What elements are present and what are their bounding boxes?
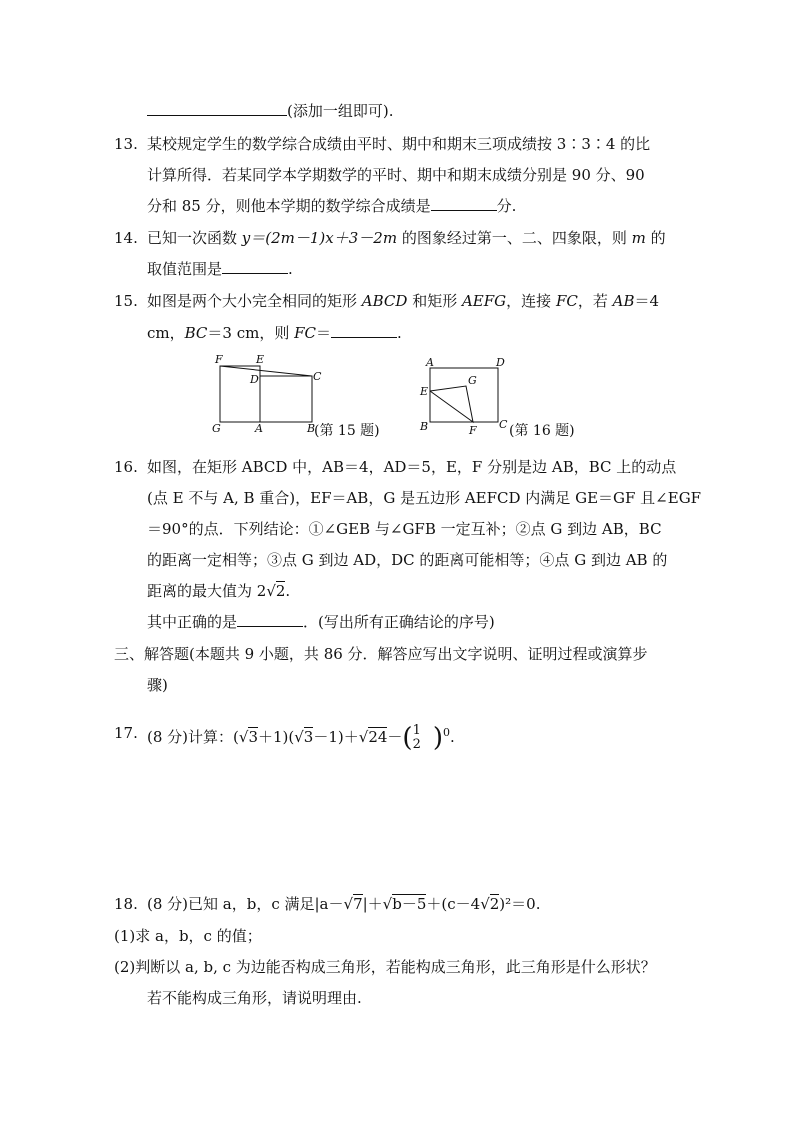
fraction-one-half: 1 2 bbox=[412, 723, 421, 752]
q13-line-2: 计算所得．若某同学本学期数学的平时、期中和期末成绩分别是 90 分、90 bbox=[147, 166, 645, 184]
answer-blank[interactable] bbox=[147, 101, 287, 116]
q15-line-2: cm，BC＝3 cm，则 FC＝ . bbox=[147, 324, 402, 342]
q13-line-1: 某校规定学生的数学综合成绩由平时、期中和期末三项成绩按 3∶3∶4 的比 bbox=[147, 135, 651, 153]
label-f: F bbox=[469, 424, 477, 437]
q12-tail-line bbox=[147, 100, 393, 122]
answer-blank[interactable] bbox=[331, 323, 397, 338]
label-c: C bbox=[499, 418, 508, 431]
answer-blank[interactable] bbox=[431, 196, 497, 211]
figure-15-caption: (第 15 题) bbox=[314, 423, 380, 439]
q18-condition: (8 分)已知 a，b，c 满足|a－√7|＋√b－5＋(c－4√2)²＝0. bbox=[147, 895, 541, 913]
figure-16 bbox=[418, 354, 518, 439]
q14-line-1: 已知一次函数 y＝(2m－1)x＋3－2m 的图象经过第一、二、四象限，则 m 的 bbox=[147, 229, 666, 247]
section-3-heading: 三、解答题(本题共 9 小题，共 86 分．解答应写出文字说明、证明过程或演算步 bbox=[114, 645, 648, 663]
label-g: G bbox=[468, 374, 477, 387]
q17-expression: (8 分)计算：(√3＋1)(√3－1)＋√24－( 1 2 )$^0$. bbox=[147, 723, 455, 753]
q16-line-5: 距离的最大值为 2√2. bbox=[147, 582, 291, 600]
label-e: E bbox=[256, 353, 265, 366]
q18-part-2-cont: 若不能构成三角形，请说明理由. bbox=[147, 989, 362, 1007]
label-a: A bbox=[255, 422, 263, 435]
q14-number: 14. bbox=[114, 229, 138, 247]
label-a: A bbox=[426, 356, 434, 369]
label-d: D bbox=[250, 373, 259, 386]
q16-line-1: 如图，在矩形 ABCD 中，AB＝4，AD＝5，E，F 分别是边 AB，BC 上的动点 bbox=[147, 458, 677, 476]
label-c: C bbox=[313, 370, 322, 383]
q18-number: 18. bbox=[114, 895, 138, 913]
q15-line-1: 如图是两个大小完全相同的矩形 ABCD 和矩形 AEFG，连接 FC，若 AB＝4 bbox=[147, 292, 660, 310]
q12-tail: (添加一组即可). bbox=[287, 102, 394, 120]
q13-line-3: 分和 85 分，则他本学期的数学综合成绩是 分. bbox=[147, 197, 517, 215]
q16-line-3: ＝90°的点．下列结论：①∠GEB 与∠GFB 一定互补；②点 G 到边 AB，BC bbox=[147, 520, 662, 538]
q16-number: 16. bbox=[114, 458, 138, 476]
label-d: D bbox=[496, 356, 505, 369]
label-b: B bbox=[420, 420, 429, 433]
q13-number: 13. bbox=[114, 135, 138, 153]
section-3-heading-cont: 骤) bbox=[147, 676, 168, 694]
label-e: E bbox=[420, 385, 429, 398]
linear-function: y＝(2m－1)x＋3－2m bbox=[241, 229, 398, 247]
figure-16-caption: (第 16 题) bbox=[509, 423, 575, 439]
q16-line-4: 的距离一定相等；③点 G 到边 AD，DC 的距离可能相等；④点 G 到边 AB 的 bbox=[147, 551, 668, 569]
q18-part-1: (1)求 a，b，c 的值； bbox=[114, 927, 262, 945]
q14-line-2: 取值范围是 . bbox=[147, 260, 293, 278]
label-b: B bbox=[307, 422, 316, 435]
q16-line-6: 其中正确的是 ．(写出所有正确结论的序号) bbox=[147, 613, 495, 631]
answer-blank[interactable] bbox=[222, 259, 288, 274]
q17-number: 17. bbox=[114, 724, 138, 742]
answer-blank[interactable] bbox=[237, 612, 303, 627]
q16-line-2: (点 E 不与 A, B 重合)，EF＝AB，G 是五边形 AEFCD 内满足 GE＝GF 且∠EGF bbox=[147, 489, 702, 507]
label-f: F bbox=[215, 353, 223, 366]
q15-number: 15. bbox=[114, 292, 138, 310]
q18-part-2: (2)判断以 a, b, c 为边能否构成三角形，若能构成三角形，此三角形是什么形状？ bbox=[114, 958, 656, 976]
label-g: G bbox=[212, 422, 221, 435]
